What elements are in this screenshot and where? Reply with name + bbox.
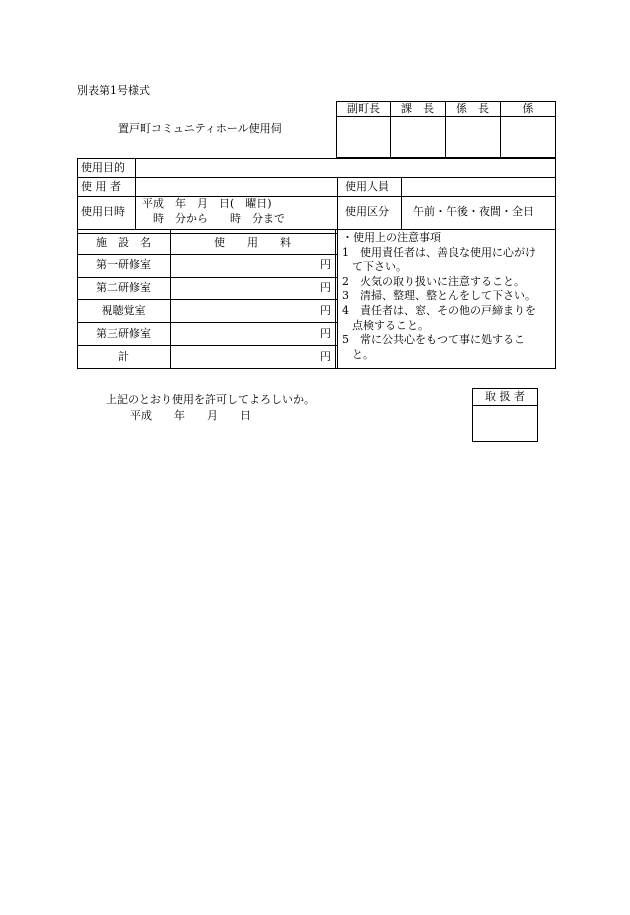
note-line: 2 火気の取り扱いに注意すること。: [342, 274, 525, 288]
approval-header-staff: 係: [522, 102, 534, 115]
fee-field[interactable]: [171, 300, 317, 321]
currency-unit: 円: [320, 350, 331, 363]
note-line: 4 責任者は、窓、その他の戸締まりを: [342, 303, 536, 317]
note-line: 3 清掃、整理、整とんをして下さい。: [342, 289, 536, 303]
datetime-date-line: 平成 年 月 日( 曜日): [142, 197, 272, 210]
handler-label: 取 扱 者: [485, 390, 525, 403]
datetime-field[interactable]: [136, 197, 336, 228]
facility-row-label: 第一研修室: [96, 258, 151, 271]
usage-notes: [342, 231, 554, 362]
permission-date: 平成 年 月 日: [130, 409, 251, 422]
approval-header-unit-chief: 係 長: [456, 102, 489, 115]
category-options[interactable]: 午前・午後・夜間・全日: [413, 205, 534, 218]
label-user: 使 用 者: [81, 180, 121, 193]
stamp-cell-vice-mayor[interactable]: [336, 117, 390, 157]
approval-header-section-chief: 課 長: [401, 102, 434, 115]
note-line: て下さい。: [352, 260, 407, 274]
note-line: 5 常に公共心をもつて事に処するこ: [342, 333, 525, 347]
permission-text: 上記のとおり使用を許可してよろしいか。: [106, 393, 315, 406]
currency-unit: 円: [320, 281, 331, 294]
handler-stamp-cell[interactable]: [473, 406, 537, 441]
label-datetime: 使用日時: [81, 205, 125, 218]
fee-field[interactable]: [171, 278, 317, 298]
fee-header: 使 用 料: [214, 236, 291, 249]
purpose-field[interactable]: [136, 159, 555, 176]
headcount-field[interactable]: [402, 178, 555, 195]
total-row-label: 計: [118, 350, 129, 363]
currency-unit: 円: [320, 304, 331, 317]
label-category: 使用区分: [345, 205, 389, 218]
currency-unit: 円: [320, 258, 331, 271]
fee-field[interactable]: [171, 323, 317, 344]
currency-unit: 円: [320, 327, 331, 340]
notes-title: ・使用上の注意事項: [342, 231, 441, 244]
datetime-time-line: 時 分から 時 分まで: [153, 212, 285, 225]
stamp-cell-unit-chief[interactable]: [446, 117, 500, 157]
facility-row-label: 第二研修室: [96, 281, 151, 294]
total-fee-field[interactable]: [171, 346, 317, 368]
note-line: と。: [352, 347, 374, 361]
fee-field[interactable]: [171, 255, 317, 276]
facility-row-label: 視聴覚室: [101, 304, 146, 317]
label-purpose: 使用目的: [81, 161, 125, 174]
stamp-cell-section-chief[interactable]: [391, 117, 445, 157]
facility-name-header: 施 設 名: [96, 236, 151, 249]
note-line: 点検すること。: [352, 318, 429, 332]
user-field[interactable]: [136, 178, 336, 195]
form-title: 置戸町コミュニティホール使用伺: [118, 122, 282, 135]
facility-row-label: 第三研修室: [96, 327, 151, 340]
stamp-cell-staff[interactable]: [501, 117, 555, 157]
note-line: 1 使用責任者は、善良な使用に心がけ: [342, 245, 536, 259]
approval-header-vice-mayor: 副町長: [347, 102, 380, 115]
form-number: 別表第1号様式: [77, 84, 150, 97]
label-headcount: 使用人員: [345, 180, 389, 193]
